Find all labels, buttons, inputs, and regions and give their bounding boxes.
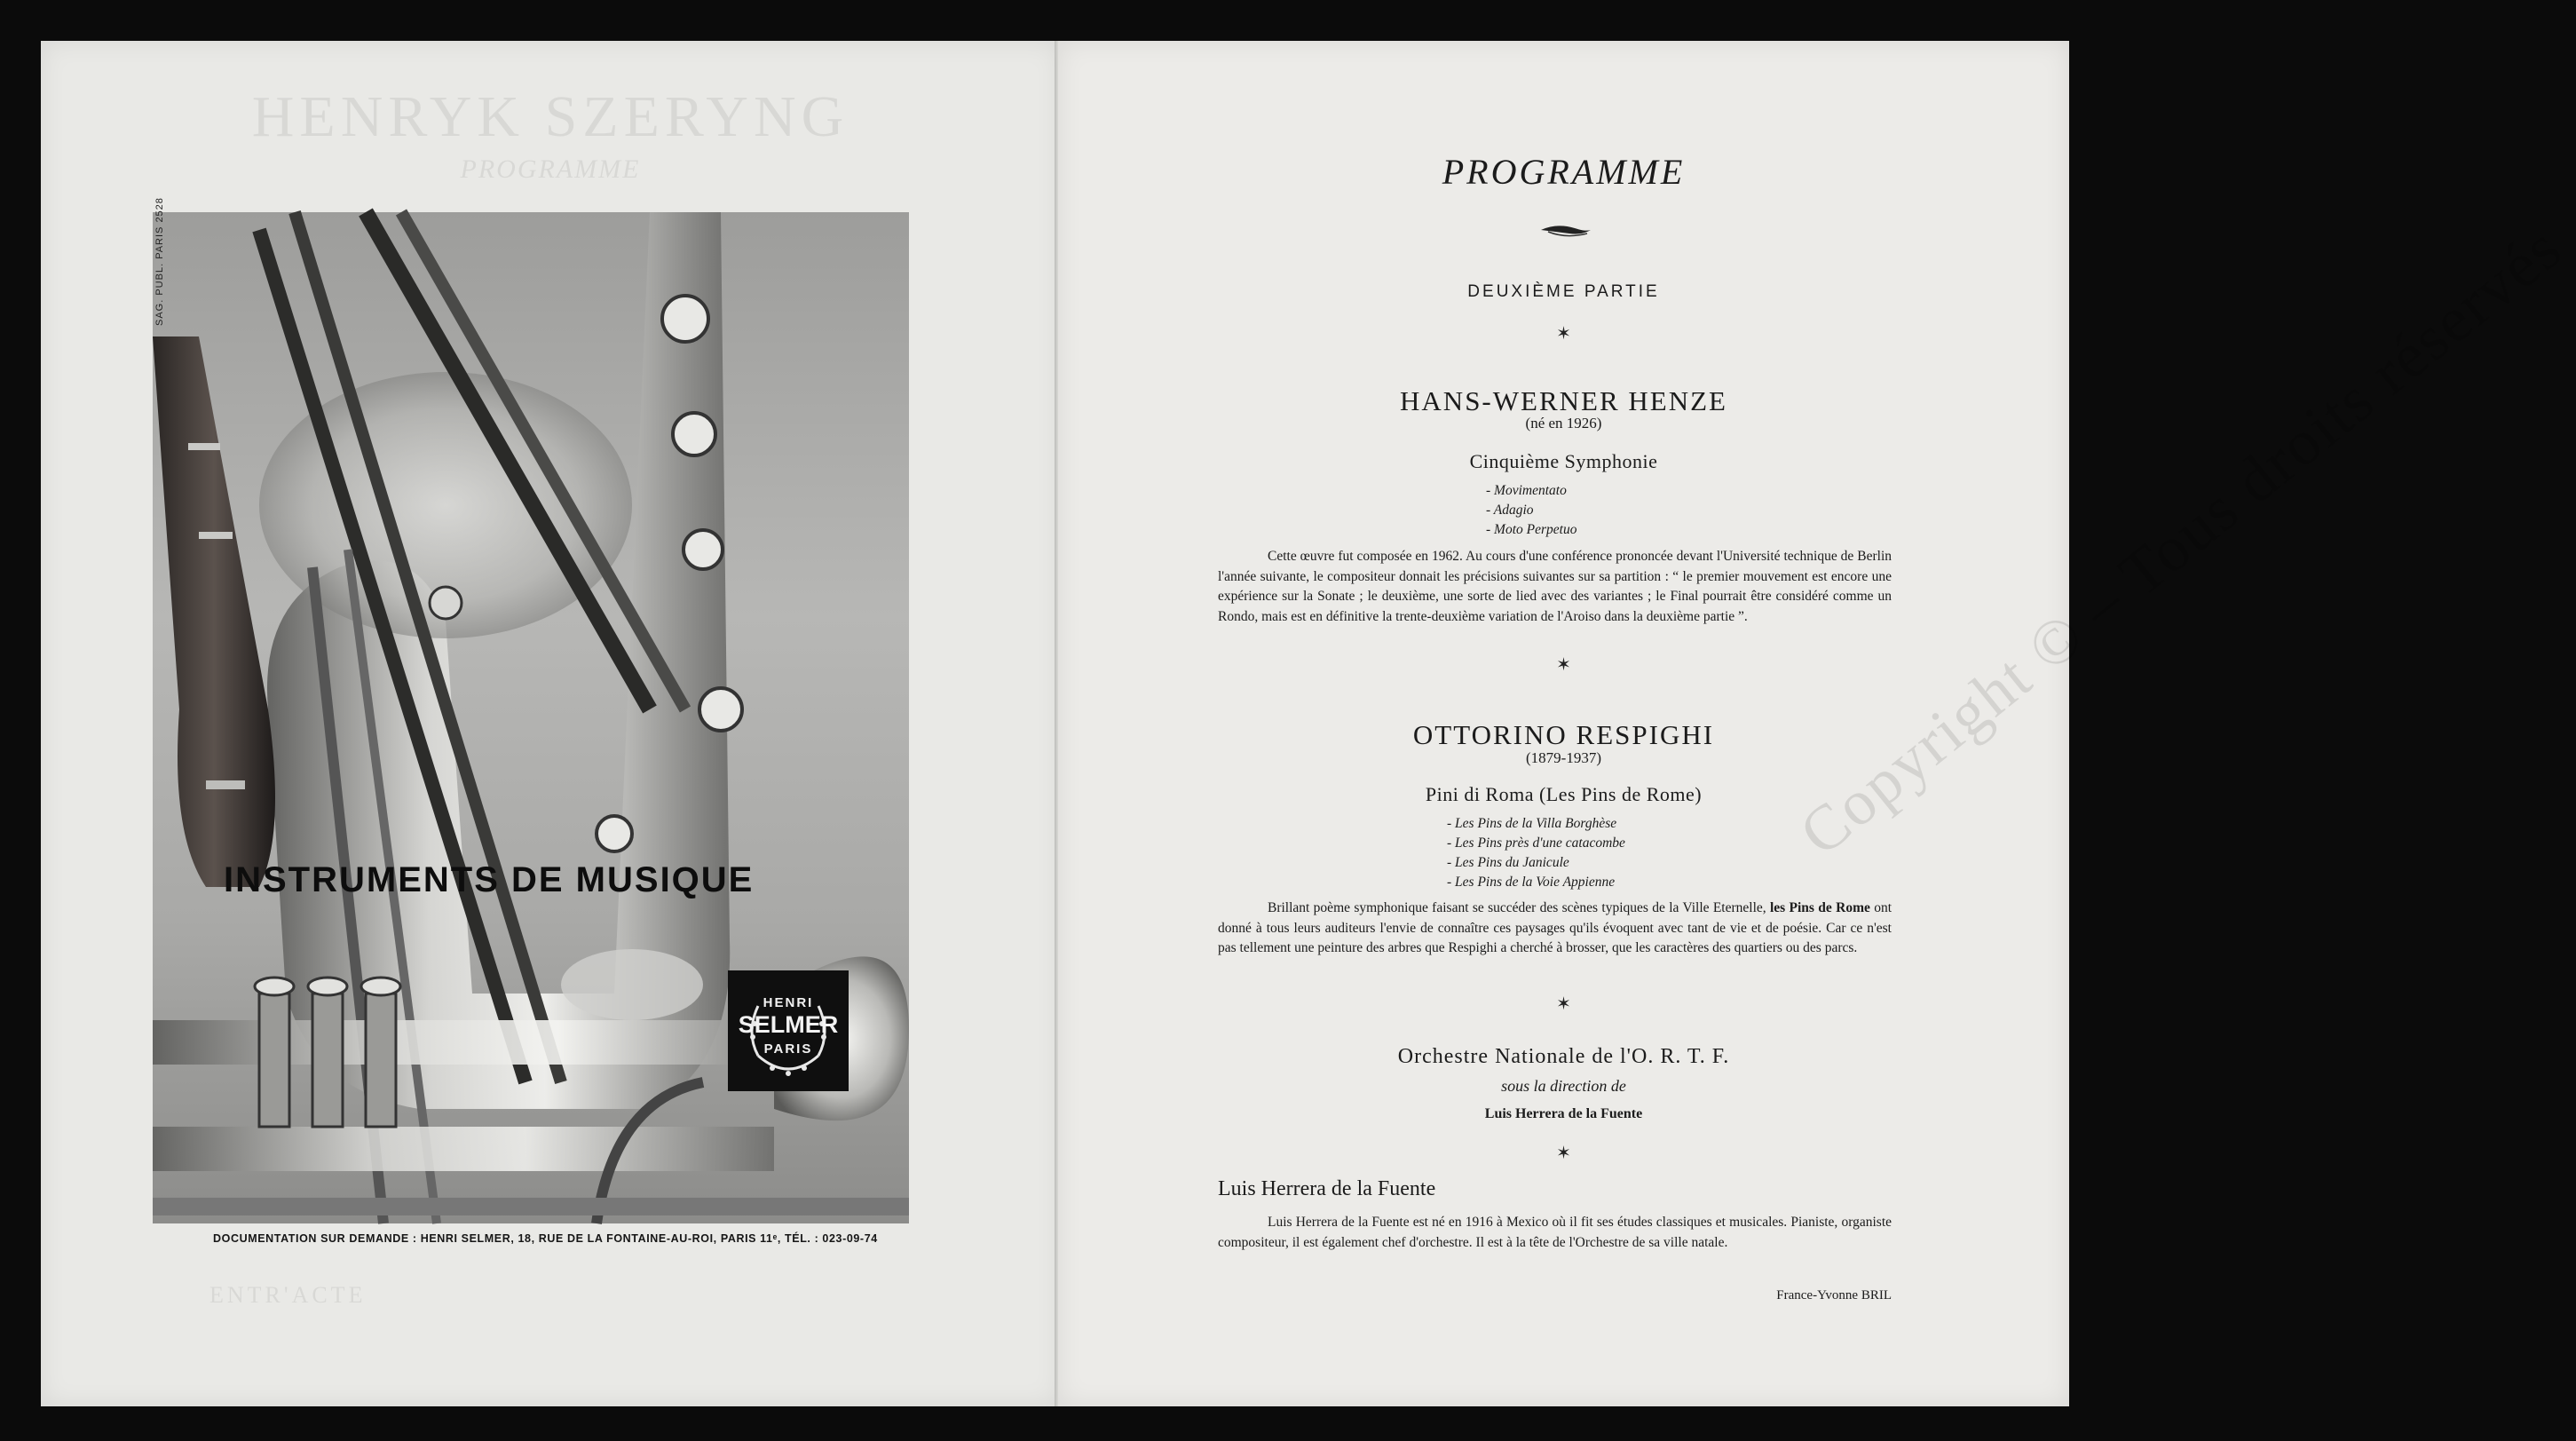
logo-city-text: PARIS: [763, 1041, 813, 1057]
instruments-advertisement-photo: [153, 197, 909, 1223]
programme-title: PROGRAMME: [1442, 152, 1686, 192]
star-divider-icon: ✶: [1556, 1144, 1571, 1163]
ghost-bottom-showthrough: ENTR'ACTE: [209, 1282, 367, 1308]
orchestra-conductor: Luis Herrera de la Fuente: [1484, 1106, 1643, 1121]
conductor-bio-text: Luis Herrera de la Fuente est né en 1916 à Mexico où il fit ses études classiques et musicales. Pianiste, organiste compositeur, il est également chef d'orchestre. Il est à la tête de l'Orchestre de sa ville natale.: [1218, 1215, 1892, 1250]
star-divider-icon: ✶: [1556, 994, 1571, 1014]
ad-agency-credit: SAG. PUBL. PARIS 2528: [154, 197, 165, 326]
author-signature: France-Yvonne BRIL: [1776, 1288, 1892, 1302]
respighi-text-end: ont donné à tous leurs auditeurs l'envie de connaître ces paysages qu'ils évoquent avec tant de vie et de poésie. Car ce n'est pas tellement une peinture des arbres que Respighi a cherché à brosser, que les caractères des quartiers ou des parcs.: [1218, 900, 1892, 955]
work-title-henze: Cinquième Symphonie: [1469, 450, 1658, 472]
ghost-subtitle-showthrough: PROGRAMME: [460, 154, 641, 184]
right-page: [1058, 41, 2575, 1406]
star-divider-icon: ✶: [1556, 324, 1571, 344]
conductor-bio-title: Luis Herrera de la Fuente: [1218, 1177, 1436, 1200]
composer-dates-respighi: (1879-1937): [1526, 749, 1601, 766]
henze-description: Cette œuvre fut composée en 1962. Au cours d'une conférence prononcée devant l'Université technique de Berlin l'année suivante, le compositeur donnait les précisions suivantes sur sa partition : “ le premier mouvement est encore une expérience sur la Sonate ; le deuxième, une sorte de lied avec des variantes ; le Final pourrait être considéré comme un Rondo, mais est en définitive la trente-deuxième variation de l'Aroiso dans la deuxième partie ”.: [1218, 549, 1892, 624]
movement-list-respighi: [1447, 814, 1625, 892]
orchestra-direction-label: sous la direction de: [1501, 1077, 1626, 1095]
star-divider-icon: ✶: [1556, 655, 1571, 675]
respighi-text-start: Brillant poème symphonique faisant se succéder des scènes typiques de la Ville Eternelle,: [1268, 900, 1770, 915]
logo-brand-text: SELMER: [738, 1011, 839, 1038]
movement-item: - Movimentato: [1486, 483, 1567, 498]
composer-name-henze: HANS-WERNER HENZE: [1400, 385, 1727, 416]
copyright-watermark: Copyright © – Tous droits réservés: [1786, 211, 2575, 869]
part-label: DEUXIÈME PARTIE: [1467, 282, 1660, 301]
composer-name-respighi: OTTORINO RESPIGHI: [1412, 719, 1715, 750]
orchestra-name: Orchestre Nationale de l'O. R. T. F.: [1397, 1045, 1730, 1068]
flourish-ornament-icon: [1539, 221, 1592, 241]
respighi-text-bold: les Pins de Rome: [1769, 900, 1870, 915]
movement-item: - Les Pins près d'une catacombe: [1447, 835, 1625, 851]
movement-list-henze: [1486, 481, 1576, 540]
movement-item: - Moto Perpetuo: [1486, 522, 1577, 537]
ad-footer-contact: DOCUMENTATION SUR DEMANDE : HENRI SELMER, 18, RUE DE LA FONTAINE-AU-ROI, PARIS 11ᵉ, TÉL. : 023-09-74: [213, 1232, 878, 1245]
movement-item: - Les Pins de la Villa Borghèse: [1447, 816, 1617, 831]
ghost-title-showthrough: HENRYK SZERYNG: [251, 84, 849, 149]
left-page: [41, 41, 1060, 1406]
work-title-respighi: Pini di Roma (Les Pins de Rome): [1425, 783, 1703, 805]
movement-item: - Adagio: [1486, 503, 1534, 518]
movement-item: - Les Pins du Janicule: [1447, 855, 1569, 870]
respighi-description: [1218, 899, 1892, 959]
ad-headline: INSTRUMENTS DE MUSIQUE: [224, 860, 755, 899]
movement-item: - Les Pins de la Voie Appienne: [1447, 875, 1616, 890]
logo-henri-text: HENRI: [763, 995, 814, 1010]
selmer-logo: [728, 970, 849, 1091]
composer-dates-henze: (né en 1926): [1525, 415, 1602, 432]
